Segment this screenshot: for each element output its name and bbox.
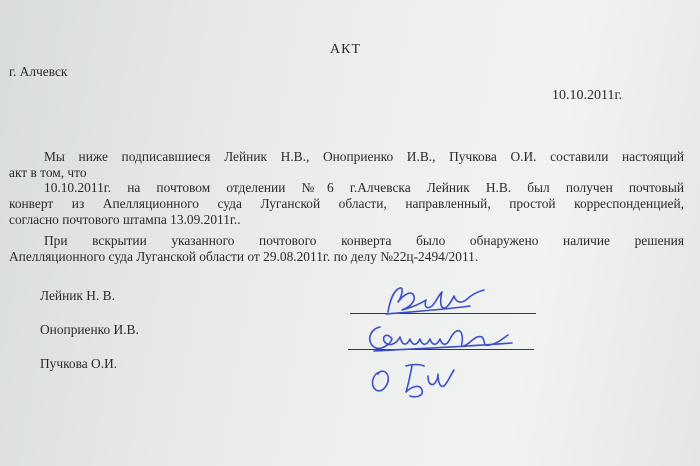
paragraph-line: Мы ниже подписавшиеся Лейник Н.В., Оноприенко И.В., Пучкова О.И. составили настоящий <box>44 149 684 164</box>
paragraph-line: акт в том, что <box>9 165 87 180</box>
signature-image <box>366 356 466 404</box>
paragraph-line: Апелляционного суда Луганской области от 29.08.2011г. по делу №22ц-2494/2011. <box>9 249 479 264</box>
document-date: 10.10.2011г. <box>552 88 623 103</box>
paragraph-line: 10.10.2011г. на почтовом отделении №6 г.Алчевска Лейник Н.В. был получен почтовый <box>44 180 684 195</box>
signatory-name: Лейник Н. В. <box>40 288 115 303</box>
city-label: г. Алчевск <box>9 64 68 79</box>
signatory-name: Оноприенко И.В. <box>40 322 139 337</box>
signature-image <box>362 315 522 357</box>
signatory-name: Пучкова О.И. <box>40 356 118 371</box>
paragraph-line: При вскрытии указанного почтового конверта было обнаружено наличие решения <box>44 233 684 248</box>
document-title: АКТ <box>330 42 361 57</box>
paragraph-line: конверт из Апелляционного суда Луганской области, направленный, простой корреспонденцией, <box>9 196 684 211</box>
paragraph-line: согласно почтового штампа 13.09.2011г.. <box>9 212 241 227</box>
